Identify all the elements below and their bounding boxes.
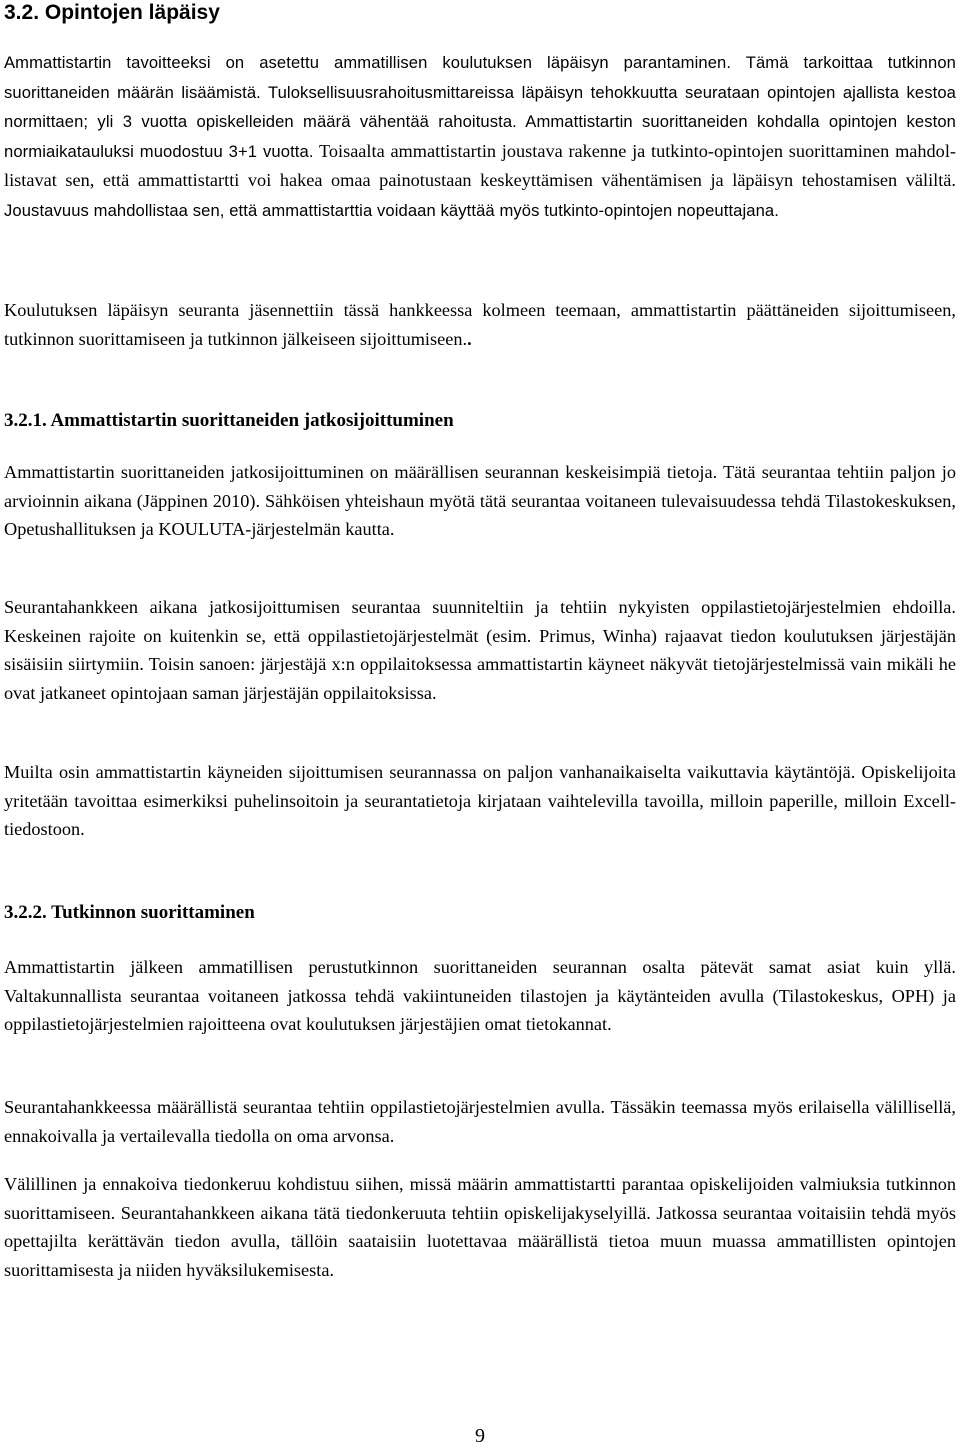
subsection-heading-2: 3.2.2. Tutkinnon suorittaminen xyxy=(4,902,255,923)
subsection-heading-1: 3.2.1. Ammattistartin suorittaneiden jatkosijoittuminen xyxy=(4,410,454,431)
subsection2-paragraph-1: Ammattistartin jälkeen ammatillisen perustutkinnon suorittaneiden seurannan osalta pätevät samat asiat kuin yllä. Valtakunnallista seurantaa voitaneen jatkossa tehdä vakiintuneiden tilastojen ja käytänteiden avulla (Tilastokeskus, OPH) ja oppilastietojärjestelmien rajoitteena ovat koulutuksen järjestäjien omat tietokannat. xyxy=(4,957,956,1035)
teams-paragraph xyxy=(4,296,956,353)
page-number: 9 xyxy=(475,1425,485,1447)
intro-segment-3: Joustavuus mahdollistaa sen, että ammattistarttia voidaan käyttää myös tutkinto-opintojen nopeuttajana. xyxy=(4,200,779,220)
subsection1-paragraph-1: Ammattistartin suorittaneiden jatkosijoittuminen on määrällisen seurannan keskeisimpiä tietoja. Tätä seurantaa tehtiin paljon jo arvioinnin aikana (Jäppinen 2010). Sähköisen yhteishaun myötä tätä seurantaa voitaneen tulevaisuudessa tehdä Tilastokeskuksen, Opetushallituksen ja KOULUTA-järjestelmän kautta. xyxy=(4,462,956,540)
subsection2-paragraph-2: Seurantahankkeessa määrällistä seurantaa tehtiin oppilastietojärjestelmien avulla. Tässäkin teemassa myös erilaisella välillisellä, ennakoivalla ja vertailevalla tiedolla on oma arvonsa. xyxy=(4,1097,956,1146)
subsection1-paragraph-3: Muilta osin ammattistartin käyneiden sijoittumisen seurannassa on paljon vanhanaikaiselta vaikuttavia käytäntöjä. Opiskelijoita yritetään tavoittaa esimerkiksi puhelinsoitoin ja seurantatietoja kirjataan vaihtelevilla tavoilla, milloin paperille, milloin Excell-tiedostoon. xyxy=(4,762,956,840)
teams-paragraph-text: Koulutuksen läpäisyn seuranta jäsennettiin tässä hankkeessa kolmeen teemaan, ammattistartin päättäneiden sijoittumiseen, tutkinnon suorittamiseen ja tutkinnon jälkeiseen sijoittumiseen. xyxy=(4,300,956,349)
teams-paragraph-end: . xyxy=(467,328,472,349)
section-heading: 3.2. Opintojen läpäisy xyxy=(4,1,220,24)
subsection1-paragraph-2: Seurantahankkeen aikana jatkosijoittumisen seurantaa suunniteltiin ja tehtiin nykyisten oppilastietojärjestelmien ehdoilla. Keskeinen rajoite on kuitenkin se, että oppilastietojärjestelmät (esim. Primus, Winha) rajaavat tiedon koulutuksen järjestäjän sisäisiin siirtymiin. Toisin sanoen: järjestäjä x:n oppilaitoksessa ammattistartin käyneet näkyvät tietojärjestelmissä vain mikäli he ovat jatkaneet opintojaan saman järjestäjän oppilaitoksissa. xyxy=(4,597,956,703)
intro-segment-1: Ammattistartin tavoitteeksi on asetettu ammatillisen koulutuksen läpäisyn parantaminen. Tämä tarkoittaa tutkinnon suorittaneiden määrän lisäämistä. Tuloksellisuusrahoitusmittareissa läpäisyn tehokkuutta seurataan opintojen ajallista kestoa normittaen; yli 3 vuotta opiskelleiden määrä vähentää rahoitusta. Ammattistartin suorittaneiden kohdalla opintojen keston normiaikatauluksi muodostuu 3+1 vuotta. xyxy=(4,53,956,161)
intro-segment-2: Toisaalta ammattistartin joustava rakenne ja tutkinto-opintojen suorittaminen mahdollistavat sen, että ammattistartti voi hakea omaa painotustaan keskeyttämisen vähentämisen ja läpäisyn tehostamisen väliltä. xyxy=(4,140,956,191)
subsection2-paragraph-3: Välillinen ja ennakoiva tiedonkeruu kohdistuu siihen, missä määrin ammattistartti parantaa opiskelijoiden valmiuksia tutkinnon suorittamiseen. Seurantahankkeen aikana tätä tiedonkeruuta tehtiin opiskelijakyselyillä. Jatkossa seurantaa voitaisiin tehdä myös opettajilta kerättävän tiedon avulla, tällöin saataisiin luotettavaa määrällistä tietoa muun muassa ammatillisten opintojen suorittamisesta ja niiden hyväksilukemisesta. xyxy=(4,1174,956,1280)
intro-paragraph xyxy=(4,48,956,226)
